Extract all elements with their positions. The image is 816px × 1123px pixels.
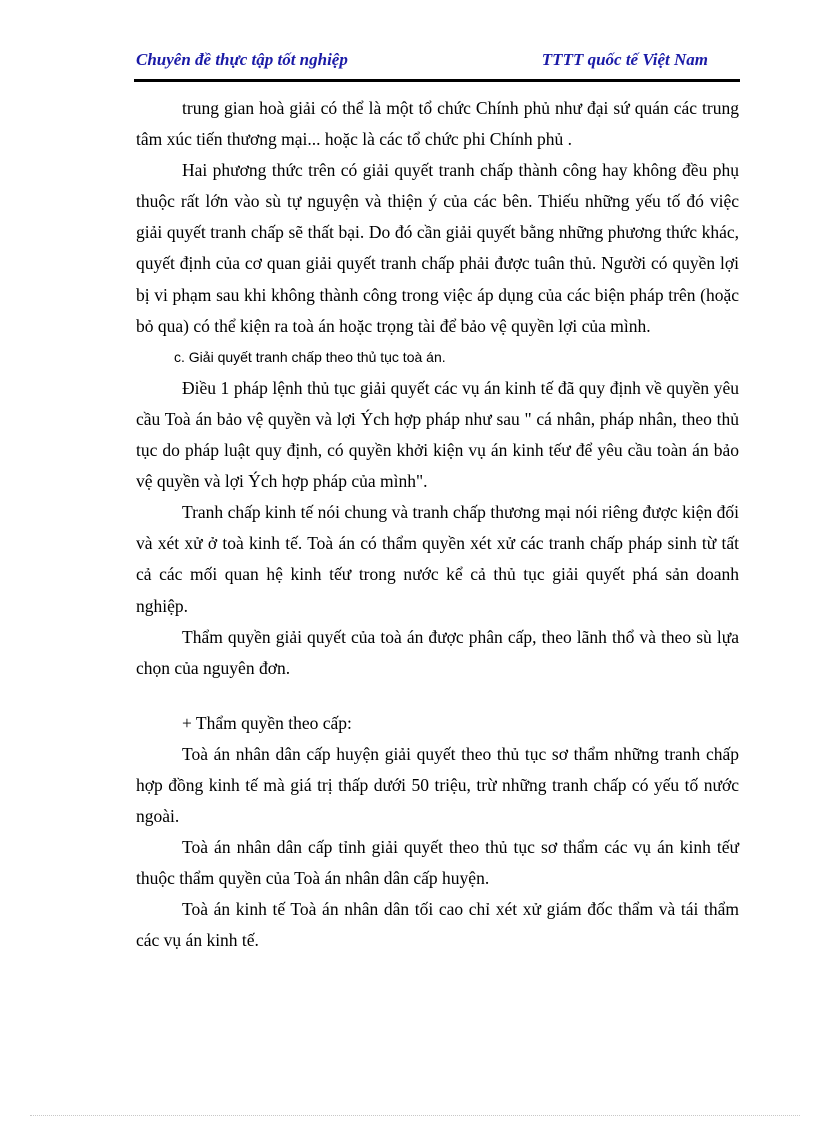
spacer [136,684,739,708]
paragraph-5: Thẩm quyền giải quyết của toà án được phân cấp, theo lãnh thổ và theo sù lựa chọn của nguyên đơn. [136,626,739,678]
page-header [136,48,740,76]
paragraph-2: Hai phương thức trên có giải quyết tranh chấp thành công hay không đều phụ thuộc rất lớn vào sù tự nguyện và thiện ý của các bên. Thiếu những yếu tố đó việc giải quyết tranh chấp sẽ thất bại. Do đó cần giải quyết bằng những phương thức khác, quyết định của cơ quan giải quyết tranh chấp phải được tuân thủ. Người có quyền lợi bị vi phạm sau khi không thành công trong việc áp dụng của các biện pháp trên (hoặc bỏ qua) có thể kiện ra toà án hoặc trọng tài để bảo vệ quyền lợi của mình. [136,160,739,336]
paragraph-1: trung gian hoà giải có thể là một tổ chức Chính phủ như đại sứ quán các trung tâm xúc tiến thương mại... hoặc là các tổ chức phi Chính phủ . [136,98,739,150]
header-left-title: Chuyên đề thực tập tốt nghiệp [136,50,348,69]
paragraph-4: Tranh chấp kinh tế nói chung và tranh chấp thương mại nói riêng được kiện đối và xét xử ở toà kinh tế. Toà án có thẩm quyền xét xử các tranh chấp pháp sinh từ tất cả các mối quan hệ kinh tếư trong nước kể cả thủ tục giải quyết phá sản doanh nghiệp. [136,502,739,616]
paragraph-8: Toà án kinh tế Toà án nhân dân tối cao chỉ xét xử giám đốc thẩm và tái thẩm các vụ án kinh tế. [136,899,739,951]
paragraph-3: Điều 1 pháp lệnh thủ tục giải quyết các vụ án kinh tế đã quy định về quyền yêu cầu Toà án bảo vệ quyền và lợi Ých hợp pháp như sau " cá nhân, pháp nhân, theo thủ tục do pháp luật quy định, có quyền khởi kiện vụ án kinh tếư để yêu cầu toàn án bảo vệ quyền và lợi Ých hợp pháp của mình". [136,377,739,492]
paragraph-6: Toà án nhân dân cấp huyện giải quyết theo thủ tục sơ thẩm những tranh chấp hợp đồng kinh tế mà giá trị thấp dưới 50 triệu, trừ những tranh chấp có yếu tố nước ngoài. [136,743,739,827]
section-heading-c: c. Giải quyết tranh chấp theo thủ tục toà án. [174,348,446,365]
footer-divider [30,1115,800,1116]
header-right-title: TTTT quốc tế Việt Nam [541,50,708,69]
document-body [136,93,739,957]
subheading-jurisdiction-level: + Thẩm quyền theo cấp: [182,712,352,733]
paragraph-7: Toà án nhân dân cấp tỉnh giải quyết theo thủ tục sơ thẩm các vụ án kinh tếư thuộc thẩm quyền của Toà án nhân dân cấp huyện. [136,837,739,889]
header-rule [134,79,740,82]
